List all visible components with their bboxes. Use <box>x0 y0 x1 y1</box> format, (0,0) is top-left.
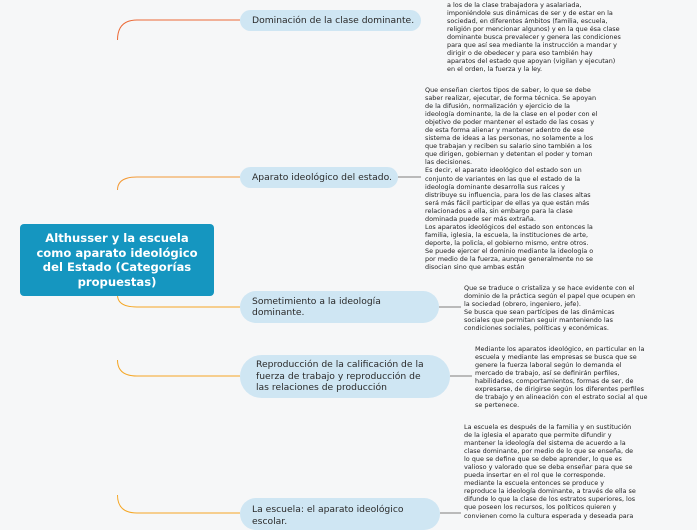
branch-connector-4 <box>118 360 241 376</box>
note-dominacion: a los de la clase trabajadora y asalariada, imponiéndole sus dinámicas de ser y de estar en la sociedad, en diferentes ámbitos (familia, escuela, religión por mencionar algunos) y en la que ésa clase dominante busca prevalecer y genera las condiciones para que así sea mediante la instrucción a mandar y dirigir o de obedecer y para eso también hay aparatos del estado que apoyan (vigilan y ejecutan) en el orden, la fuerza y la ley. <box>447 1 621 74</box>
topic-aparato-ideologico[interactable] <box>240 167 398 188</box>
note-escuela: La escuela es después de la familia y en sustitución de la iglesia el aparato que permite difundir y mantener la ideología del sistema de acuerdo a la clase dominante, por medio de lo que se enseña, de lo que se define que se debe aprender, lo que es valioso y valorado que se deba enseñar para que se pueda insertar en el rol que le corresponde. mediante la escuela entonces se produce y reproduce la ideología dominante, a través de ella se difunde lo que la clase de los estratos superiores, los que poseen los recursos, los políticos quieren y convienen como la cultura esperada y deseada para <box>464 423 636 520</box>
central-topic[interactable]: Althusser y la escuela como aparato ideológico del Estado (Categorías propuestas) <box>20 224 214 296</box>
topic-dominacion[interactable] <box>240 10 421 31</box>
topic-label: Dominación de la clase dominante. <box>252 14 415 26</box>
note-sometimiento: Que se traduce o cristaliza y se hace evidente con el dominio de la práctica según el papel que ocupen en la sociedad (obrero, ingeniero, jefe). Se busca que sean partícipes de las dinámicas sociales que permitan seguir manteniendo las condiciones sociales, políticas y económicas. <box>464 284 636 333</box>
branch-connector-5 <box>118 495 241 513</box>
topic-label: Sometimiento a la ideología dominante. <box>252 295 381 318</box>
branch-connector-1 <box>118 20 241 40</box>
topic-label: La escuela: el aparato ideológico escolar. <box>252 504 404 527</box>
topic-sometimiento[interactable] <box>240 291 439 323</box>
topic-label: Reproducción de la calificación de la fuerza de trabajo y reproducción de las relaciones de producción <box>256 359 424 394</box>
note-reproduccion: Mediante los aparatos ideológico, en particular en la escuela y mediante las empresas se busca que se genere la fuerza laboral según lo demanda el mercado de trabajo, así se definirán perfiles, habilidades, comportamientos, formas de ser, de expresarse, de dirigirse según los diferentes perfiles de trabajo y en alineación con el estrato social al que se pertenece. <box>475 345 648 410</box>
branch-connector-3 <box>118 295 241 307</box>
topic-escuela[interactable] <box>240 498 440 530</box>
topic-reproduccion[interactable] <box>240 355 450 398</box>
topic-label: Aparato ideológico del estado. <box>252 171 392 183</box>
note-aparato-ideologico: Que enseñan ciertos tipos de saber, lo que se debe saber realizar, ejecutar, de forma técnica. Se apoyan de la difusión, normalización y ejercicio de la ideología dominante, la de la clase en el poder con el objetivo de poder mantener el estado de las cosas y de esta forma alienar y mantener adentro de ese sistema de ideas a las personas, no solamente a los que trabajan y reciben su salario sino también a los que dirigen, gobiernan y detentan el poder y toman las decisiones. Es decir, el aparato ideológico del estado son un conjunto de variantes en las que el estado de la ideología dominante desarrolla sus raíces y distribuye su influencia, para los de las clases altas será más fácil participar de ellas ya que están más relacionados a ella, sin embargo para la clase dominada puede ser más extraña. Los aparatos ideológicos del estado son entonces la familia, iglesia, la escuela, la instituciones de arte, deporte, la policía, el gobierno mismo, entre otros. Se puede ejercer el dominio mediante la ideología o por medio de la fuerza, aunque generalmente no se disocian sino que ambas están <box>425 86 598 272</box>
branch-connector-2 <box>118 177 241 190</box>
